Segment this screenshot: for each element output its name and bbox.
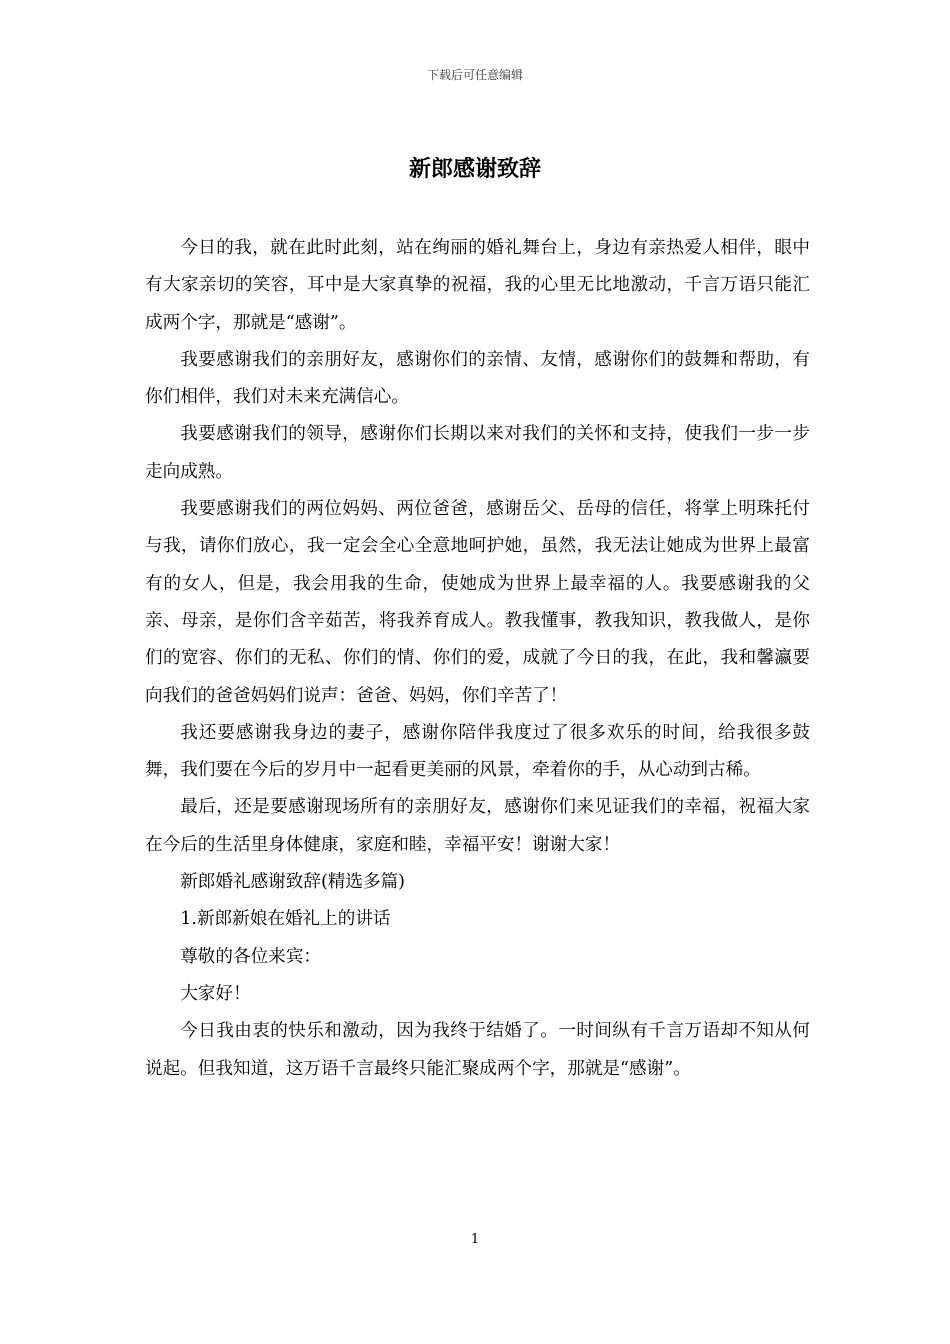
paragraph: 最后，还是要感谢现场所有的亲朋好友，感谢你们来见证我们的幸福，祝福大家在今后的生活里身体健康，家庭和睦，幸福平安！谢谢大家！: [145, 797, 810, 855]
paragraph: 我要感谢我们的亲朋好友，感谢你们的亲情、友情，感谢你们的鼓舞和帮助，有你们相伴，我们对未来充满信心。: [145, 349, 810, 408]
page-number: 1: [470, 1232, 480, 1247]
subsection-heading: 1.新郎新娘在婚礼上的讲话: [180, 909, 391, 930]
greeting: 大家好！: [180, 983, 251, 1004]
paragraph: 今日我由衷的快乐和激动，因为我终于结婚了。一时间纵有千言万语却不知从何说起。但我知道，这万语千言最终只能汇聚成两个字，那就是“感谢”。: [145, 1021, 810, 1079]
section-heading: 新郎婚礼感谢致辞(精选多篇): [180, 872, 406, 893]
salutation: 尊敬的各位来宾：: [180, 946, 321, 967]
document-title: 新郎感谢致辞: [408, 157, 541, 182]
paragraph: 我要感谢我们的领导，感谢你们长期以来对我们的关怀和支持，使我们一步一步走向成熟。: [145, 424, 810, 482]
page-header: 下载后可任意编辑: [426, 68, 523, 82]
paragraph: 今日的我，就在此时此刻，站在绚丽的婚礼舞台上，身边有亲热爱人相伴，眼中有大家亲切的笑容，耳中是大家真挚的祝福，我的心里无比地激动，千言万语只能汇成两个字，那就是“感谢”。: [145, 238, 810, 333]
paragraph: 我还要感谢我身边的妻子，感谢你陪伴我度过了很多欢乐的时间，给我很多鼓舞，我们要在今后的岁月中一起看更美丽的风景，牵着你的手，从心动到古稀。: [145, 722, 810, 781]
document-body: [145, 230, 810, 1088]
paragraph: 我要感谢我们的两位妈妈、两位爸爸，感谢岳父、岳母的信任，将掌上明珠托付与我，请你们放心，我一定会全心全意地呵护她，虽然，我无法让她成为世界上最富有的女人，但是，我会用我的生命，使她成为世界上最幸福的人。我要感谢我的父亲、母亲，是你们含辛茹苦，将我养育成人。教我懂事，教我知识，教我做人，是你们的宽容、你们的无私、你们的情、你们的爱，成就了今日的我，在此，我和馨瀛要向我们的爸爸妈妈们说声：爸爸、妈妈，你们辛苦了！: [145, 499, 810, 706]
